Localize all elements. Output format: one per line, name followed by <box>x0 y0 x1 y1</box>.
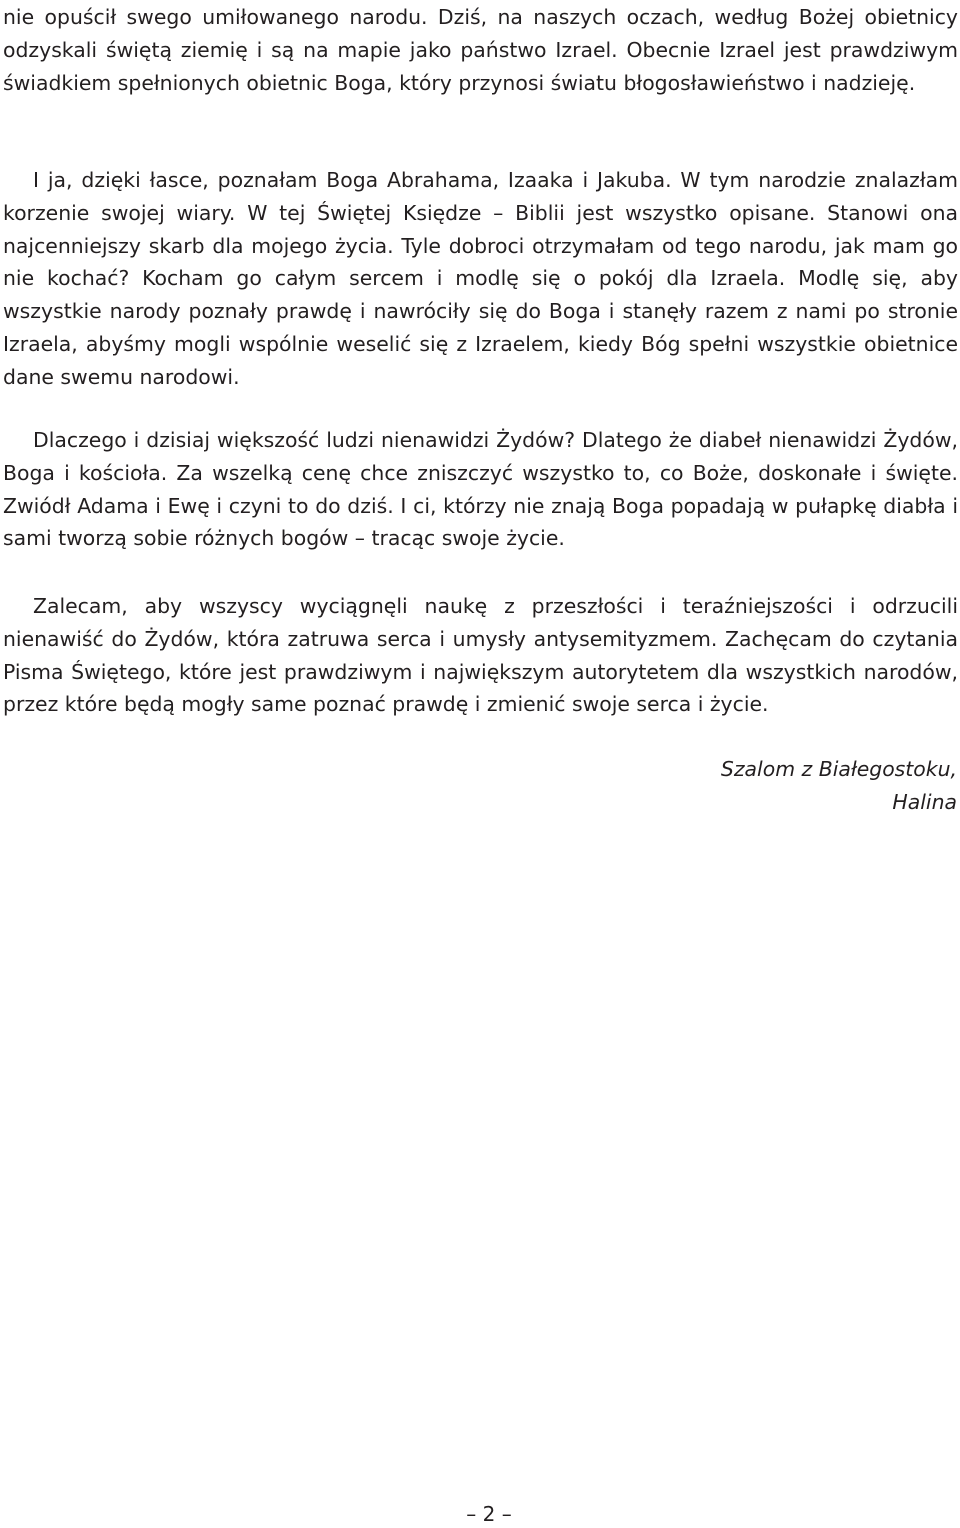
paragraph-3: Dlaczego i dzisiaj większość ludzi nienawidzi Żydów? Dlatego że diabeł nienawidzi Żydów, Boga i kościoła. Za wszelką cenę chce zniszczyć wszystko to, co Boże, doskonałe i święte. Zwiódł Adama i Ewę i czyni to do dziś. I ci, którzy nie znają Boga popadają w pułapkę diabła i sami tworzą sobie różnych bogów – tracąc swoje życie. <box>3 428 958 551</box>
page-number-text: – 2 – <box>466 1502 512 1526</box>
paragraph-1: nie opuścił swego umiłowanego narodu. Dziś, na naszych oczach, według Bożej obietnicy odzyskali świętą ziemię i są na mapie jako państwo Izrael. Obecnie Izrael jest prawdziwym świadkiem spełnionych obietnic Boga, który przynosi światu błogosławieństwo i nadzieję. <box>3 5 958 95</box>
paragraph-2: I ja, dzięki łasce, poznałam Boga Abrahama, Izaaka i Jakuba. W tym narodzie znalazłam korzenie swojej wiary. W tej Świętej Księdze – Biblii jest wszystko opisane. Stanowi ona najcenniejszy skarb dla mojego życia. Tyle dobroci otrzymałam od tego narodu, jak mam go nie kochać? Kocham go całym sercem i modlę się o pokój dla Izraela. Modlę się, aby wszystkie narody poznały prawdę i nawróciły się do Boga i stanęły razem z nami po stronie Izraela, abyśmy mogli wspólnie weselić się z Izraelem, kiedy Bóg spełni wszystkie obietnice dane swemu narodowi. <box>3 168 958 389</box>
signature-greeting: Szalom z Białegostoku, <box>720 757 957 781</box>
paragraph-4: Zalecam, aby wszyscy wyciągnęli naukę z przeszłości i teraźniejszości i odrzucili nienawiść do Żydów, która zatruwa serca i umysły antysemityzmem. Zachęcam do czytania Pisma Świętego, które jest prawdziwym i największym autorytetem dla wszystkich narodów, przez które będą mogły same poznać prawdę i zmienić swoje serca i życie. <box>3 594 958 717</box>
signature <box>721 753 957 819</box>
signature-name: Halina <box>892 790 957 814</box>
page-number <box>0 1500 960 1528</box>
